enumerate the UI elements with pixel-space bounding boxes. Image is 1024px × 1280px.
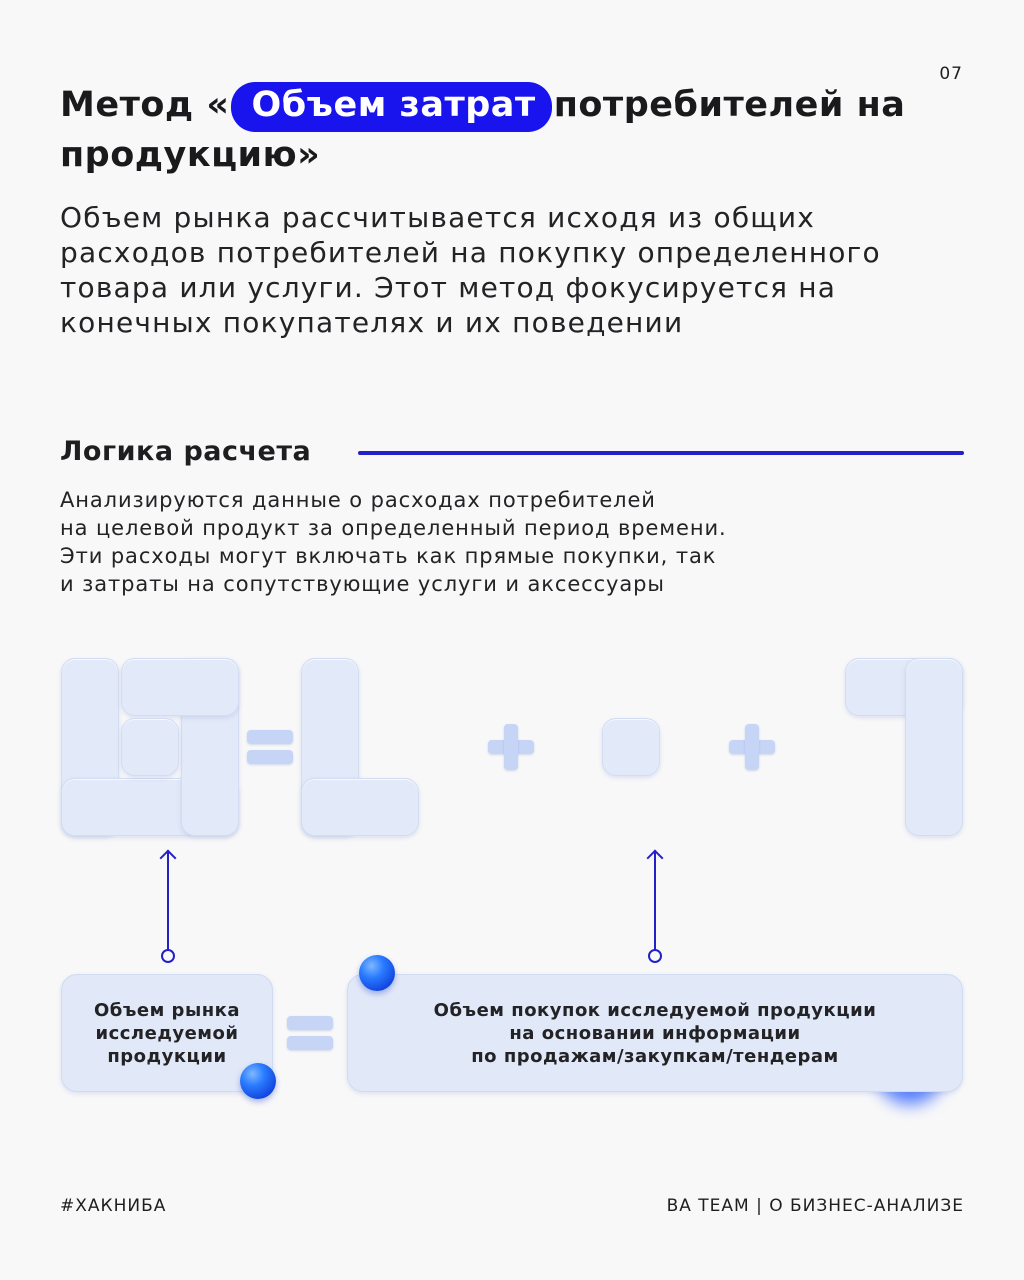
page-title [60,82,980,178]
description-line: Эти расходы могут включать как прямые покупки, так [60,544,717,568]
glyph-block [602,718,660,776]
description-line: на целевой продукт за определенный период времени. [60,516,727,540]
description-line: Анализируются данные о расходах потребителей [60,488,656,512]
title-highlight-pill: Объем затрат [231,82,551,132]
card-text-line: продукции [107,1045,227,1067]
glyph-block [905,658,963,836]
equals-icon-bar [287,1036,333,1050]
card-text-line: Объем рынка [93,999,241,1021]
title-prefix: Метод « [60,85,230,125]
equals-icon-bar [247,750,293,764]
card-text-line: на основании информации [509,1022,801,1044]
card-text-line: исследуемой [95,1022,239,1044]
glyph-block [121,718,179,776]
glyph-block [301,778,419,836]
equals-icon-bar [247,730,293,744]
glyph-block [121,658,239,716]
section-divider [358,451,964,455]
connector-line [167,852,169,950]
sphere-decoration [240,1063,276,1099]
card-text-line: по продажам/закупкам/тендерам [471,1045,839,1067]
equals-icon-bar [287,1016,333,1030]
section-heading: Логика расчета [60,436,312,467]
plus-icon-bar [745,724,759,770]
description-line: и затраты на сопутствующие услуги и аксессуары [60,572,665,596]
plus-icon-bar [504,724,518,770]
intro-paragraph: Объем рынка рассчитывается исходя из общих расходов потребителей на покупку определенного товара или услуги. Этот метод фокусируется на конечных покупателях и их поведении [60,201,881,339]
footer-hashtag: #ХАКНИБА [60,1196,167,1216]
connector-dot [161,949,175,963]
title-suffix: потребителей на продукцию» [60,85,906,175]
footer-brand: BA TEAM | О БИЗНЕС-АНАЛИЗЕ [666,1196,964,1216]
connector-dot [648,949,662,963]
sphere-decoration [359,955,395,991]
connector-line [654,852,656,950]
page-number: 07 [939,64,963,84]
purchase-volume-card [347,974,963,1092]
card-text-line: Объем покупок исследуемой продукции [433,999,877,1021]
section-description [60,486,960,598]
